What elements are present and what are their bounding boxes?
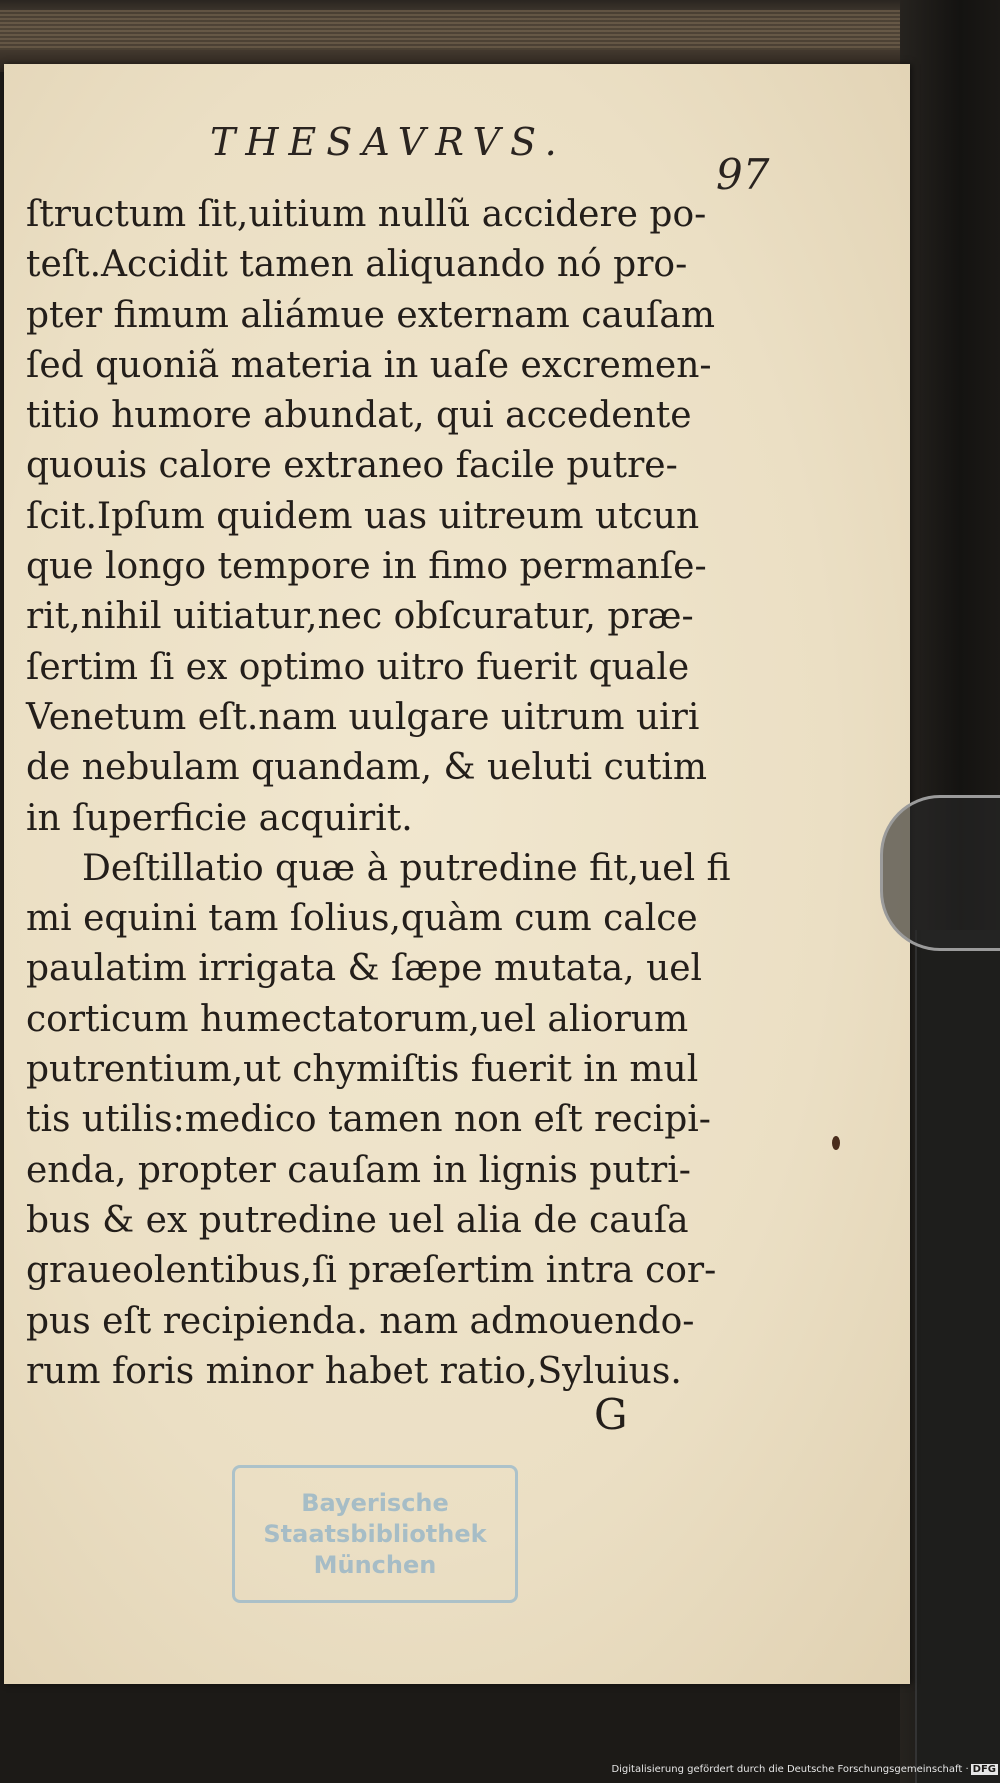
stamp-line: Staatsbibliothek (263, 1519, 487, 1548)
stamp-line: München (313, 1550, 437, 1579)
text-line: ſcit.Ipſum quidem uas uitreum utcun (26, 495, 700, 537)
text-line: enda, propter cauſam in lignis putri- (26, 1149, 691, 1191)
text-line: teſt.Accidit tamen aliquando nó pro- (26, 244, 688, 286)
body-text (26, 190, 776, 1397)
text-line: ſtructum ſit,uitium nullũ accidere po- (26, 194, 707, 235)
text-line: ſertim ſi ex optimo uitro fuerit quale (26, 646, 690, 688)
text-line: pter fimum aliámue externam cauſam (26, 294, 715, 336)
library-stamp (232, 1465, 518, 1603)
text-line: de nebulam quandam, & ueluti cutim (26, 747, 708, 789)
text-line: mi equini tam ſolius,quàm cum calce (26, 898, 698, 940)
ink-speck (832, 1136, 840, 1150)
book-cover-edge (915, 930, 1000, 1783)
text-line: tis utilis:medico tamen non eſt recipi- (26, 1099, 711, 1141)
text-line: Venetum eſt.nam uulgare uitrum uiri (26, 696, 700, 738)
signature-mark: G (594, 1390, 628, 1439)
text-line: quouis calore extraneo facile putre- (26, 445, 678, 487)
text-line: rum foris minor habet ratio,Syluius. (26, 1350, 682, 1392)
running-title: THESAVRVS. (210, 120, 567, 164)
digitization-credit (606, 1764, 998, 1775)
dfg-logo: DFG (972, 1764, 996, 1775)
text-line: graueolentibus,ſi præſertim intra cor- (26, 1250, 717, 1292)
text-line: pus eſt recipienda. nam admouendo- (26, 1300, 695, 1342)
page-clip (880, 795, 1000, 951)
text-line: Deſtillatio quæ à putredine fit,uel fi (82, 847, 731, 889)
book-top-edge (0, 0, 915, 72)
text-line: ſed quoniã materia in uaſe excremen- (26, 344, 712, 386)
text-line: titio humore abundat, qui accedente (26, 395, 692, 437)
text-line: rit,nihil uitiatur,nec obſcuratur, præ- (26, 596, 694, 638)
text-line: bus & ex putredine uel alia de cauſa (26, 1199, 689, 1241)
page-edges (0, 10, 915, 50)
text-line: corticum humectatorum,uel aliorum (26, 998, 689, 1040)
text-line: que longo tempore in fimo permanſe- (26, 546, 707, 588)
credit-text: Digitalisierung gefördert durch die Deutsche Forschungsgemeinschaft · (611, 1764, 969, 1775)
text-line: putrentium,ut chymiſtis fuerit in mul (26, 1049, 699, 1091)
stamp-line: Bayerische (301, 1488, 449, 1517)
text-line: in ſuperficie acquirit. (26, 797, 413, 839)
text-line: paulatim irrigata & ſæpe mutata, uel (26, 948, 703, 990)
page-number: 97 (716, 150, 770, 199)
